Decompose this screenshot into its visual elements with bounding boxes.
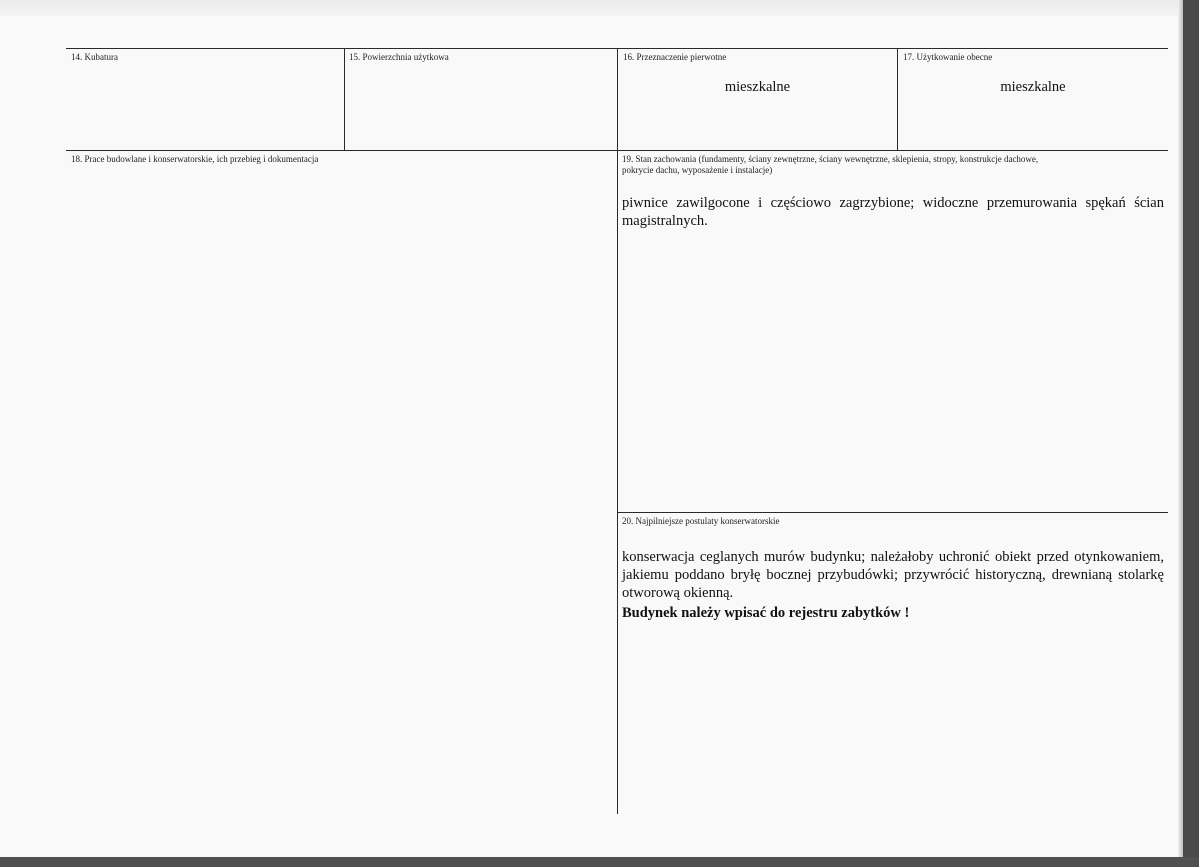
field-16-value: mieszkalne — [724, 79, 791, 95]
field-16-label: 16. Przeznaczenie pierwotne — [623, 52, 727, 62]
scan-right-edge — [1178, 0, 1199, 867]
field-18-label: 18. Prace budowlane i konserwatorskie, ich przebieg i dokumentacja — [71, 154, 319, 164]
field-20-top-border — [618, 512, 1168, 513]
field-19-label-line2: pokrycie dachu, wyposażenie i instalacje) — [622, 165, 773, 175]
divider-16-17 — [897, 48, 898, 151]
form-sheet — [0, 16, 1180, 858]
field-20-value: konserwacja ceglanych murów budynku; należałoby uchronić obiekt przed otynkowaniem, jakiemu poddano bryłę bocznej przybudówki; przywrócić historyczną, drewnianą stolarkę otworową okienną. — [622, 549, 1164, 601]
scan-top-margin — [0, 0, 1199, 16]
divider-14-15 — [344, 48, 345, 151]
field-17-label: 17. Użytkowanie obecne — [903, 52, 993, 62]
field-17-value: mieszkalne — [1000, 79, 1066, 95]
field-20-label: 20. Najpilniejsze postulaty konserwatorskie — [622, 516, 780, 526]
divider-15-16 — [617, 48, 618, 814]
field-15-label: 15. Powierzchnia użytkowa — [349, 52, 449, 62]
field-19-value: piwnice zawilgocone i częściowo zagrzybione; widoczne przemurowania spękań ścian magistralnych. — [622, 195, 1164, 229]
field-20-note: Budynek należy wpisać do rejestru zabytków ! — [622, 605, 910, 621]
scan-bottom-edge — [0, 857, 1199, 867]
field-19-label-line1: 19. Stan zachowania (fundamenty, ściany zewnętrzne, ściany wewnętrzne, sklepienia, stropy, konstrukcje dachowe, — [622, 154, 1039, 164]
field-14-label: 14. Kubatura — [71, 52, 118, 62]
